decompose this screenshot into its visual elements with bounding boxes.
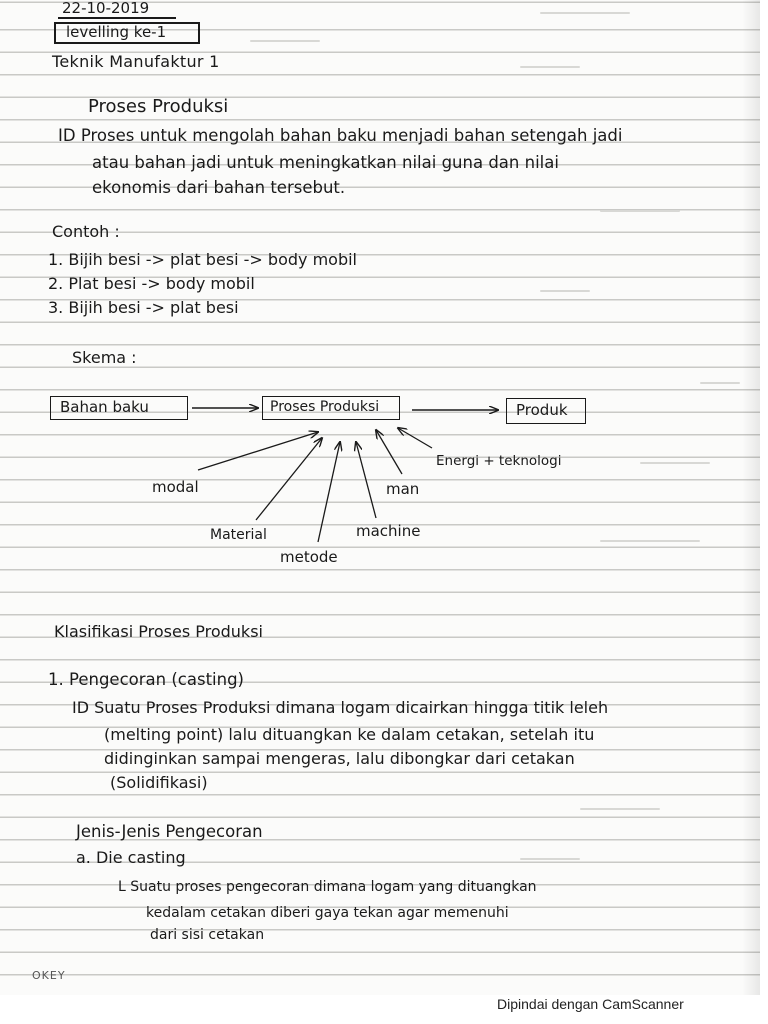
- notebook-brand: OKEY: [32, 969, 66, 982]
- input-label-modal: modal: [152, 478, 199, 496]
- pengecoran-line: ID Suatu Proses Produksi dimana logam dicairkan hingga titik leleh: [72, 698, 609, 717]
- level-label: levelling ke-1: [66, 23, 167, 41]
- course-title: Teknik Manufaktur 1: [52, 52, 220, 71]
- produk-label: Produk: [516, 401, 568, 419]
- skema-title: Skema :: [72, 348, 137, 367]
- pengecoran-line: (Solidifikasi): [110, 773, 208, 792]
- bahan-baku-label: Bahan baku: [60, 398, 149, 416]
- die-casting-title: a. Die casting: [76, 848, 186, 867]
- arrow-energi: [398, 428, 432, 448]
- arrow-material: [256, 438, 322, 520]
- proses-produksi-label: Proses Produksi: [270, 399, 380, 415]
- pengecoran-title: 1. Pengecoran (casting): [48, 670, 244, 689]
- scanner-watermark: Dipindai dengan CamScanner: [497, 996, 684, 1012]
- arrow-machine: [356, 442, 376, 518]
- section-title-proses: Proses Produksi: [88, 96, 229, 117]
- date-text: 22-10-2019: [62, 0, 150, 17]
- input-label-material: Material: [210, 527, 267, 543]
- input-label-machine: machine: [356, 522, 421, 540]
- contoh-title: Contoh :: [52, 222, 120, 241]
- klasifikasi-title: Klasifikasi Proses Produksi: [54, 622, 263, 641]
- input-label-metode: metode: [280, 548, 338, 566]
- arrow-man: [376, 430, 402, 474]
- contoh-item: 3. Bijih besi -> plat besi: [48, 298, 239, 317]
- die-casting-line: dari sisi cetakan: [150, 927, 265, 943]
- jenis-title: Jenis-Jenis Pengecoran: [76, 822, 263, 841]
- contoh-item: 1. Bijih besi -> plat besi -> body mobil: [48, 250, 357, 269]
- definition-line: atau bahan jadi untuk meningkatkan nilai guna dan nilai: [92, 153, 559, 172]
- arrow-metode: [318, 442, 340, 542]
- pengecoran-line: (melting point) lalu dituangkan ke dalam cetakan, setelah itu: [104, 725, 595, 744]
- definition-line: ID Proses untuk mengolah bahan baku menjadi bahan setengah jadi: [58, 126, 623, 145]
- pengecoran-line: didinginkan sampai mengeras, lalu dibongkar dari cetakan: [104, 749, 575, 768]
- die-casting-line: L Suatu proses pengecoran dimana logam yang dituangkan: [118, 879, 537, 895]
- contoh-item: 2. Plat besi -> body mobil: [48, 274, 255, 293]
- input-label-man: man: [386, 480, 420, 498]
- die-casting-line: kedalam cetakan diberi gaya tekan agar memenuhi: [146, 905, 509, 921]
- definition-line: ekonomis dari bahan tersebut.: [92, 178, 346, 197]
- input-label-energi: Energi + teknologi: [436, 453, 562, 469]
